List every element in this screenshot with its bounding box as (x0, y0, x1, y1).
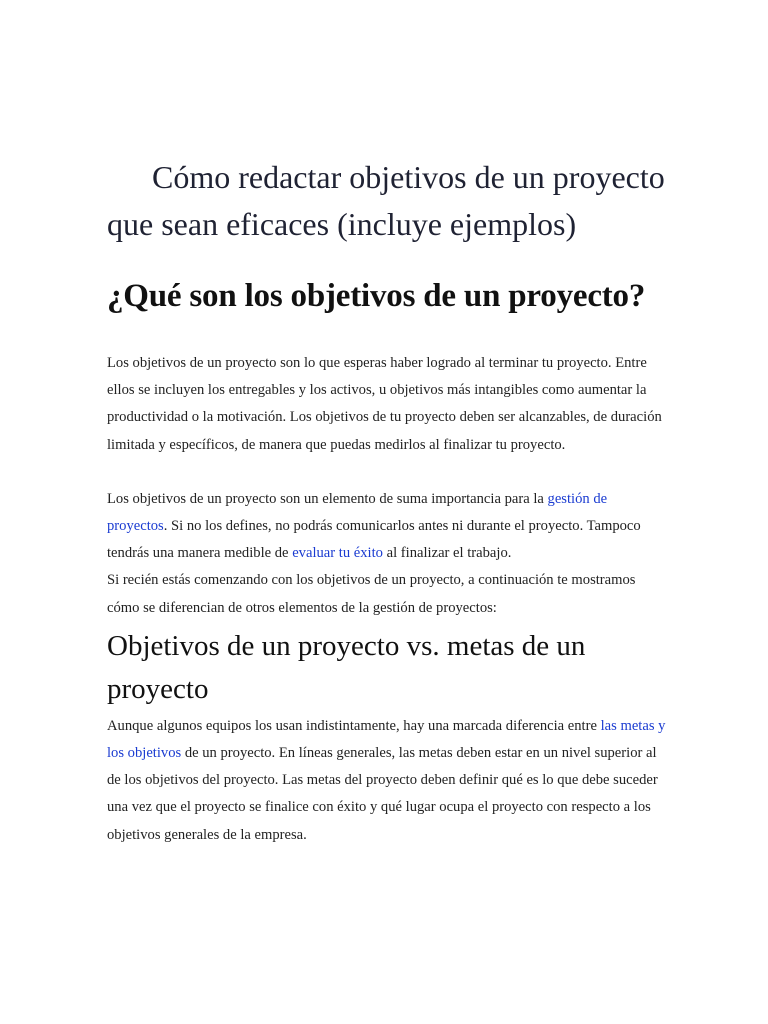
paragraph-definition: Los objetivos de un proyecto son lo que esperas haber logrado al terminar tu proyecto. Entre ellos se incluyen los entregables y los activos, u objetivos más intangibles como aumentar la productividad o la motivación. Los objetivos de tu proyecto deben ser alcanzables, de duración limitada y específicos, de manera que puedas medirlos al finalizar tu proyecto. (107, 355, 662, 453)
paragraph-text: . Si no los defines, no podrás comunicarlos antes ni durante el proyecto. Tampoco tendrás una manera medible de (107, 518, 641, 562)
paragraph-text: de un proyecto. En líneas generales, las metas deben estar en un nivel superior al de los objetivos del proyecto. Las metas del proyecto deben definir qué es lo que debe suceder una vez que el proyecto se finalice con éxito y qué lugar ocupa el proyecto con respecto a los objetivos generales de la empresa. (107, 745, 658, 843)
section-heading-objectives-vs-goals: Objetivos de un proyecto vs. metas de un proyecto (107, 629, 586, 705)
document-title: Cómo redactar objetivos de un proyecto que sean eficaces (incluye ejemplos) (107, 159, 665, 242)
paragraph-text: Los objetivos de un proyecto son un elemento de suma importancia para la (107, 490, 548, 507)
article-body (107, 154, 667, 849)
section-heading-what-are-objectives: ¿Qué son los objetivos de un proyecto? (107, 278, 646, 314)
paragraph-goals-vs-objectives (107, 713, 667, 849)
link-evaluar-tu-exito[interactable]: evaluar tu éxito (292, 545, 383, 562)
paragraph-text: Aunque algunos equipos los usan indistintamente, hay una marcada diferencia entre (107, 717, 601, 734)
paragraph-importance (107, 486, 667, 568)
link-gestion-de-proyectos[interactable]: gestión de proyectos (107, 490, 608, 535)
paragraph-intro-comparison: Si recién estás comenzando con los objetivos de un proyecto, a continuación te mostramos cómo se diferencian de otros elementos de la gestión de proyectos: (107, 572, 636, 616)
paragraph-text: al finalizar el trabajo. (382, 545, 512, 562)
link-metas-y-objetivos[interactable]: las metas y los objetivos (107, 717, 666, 762)
